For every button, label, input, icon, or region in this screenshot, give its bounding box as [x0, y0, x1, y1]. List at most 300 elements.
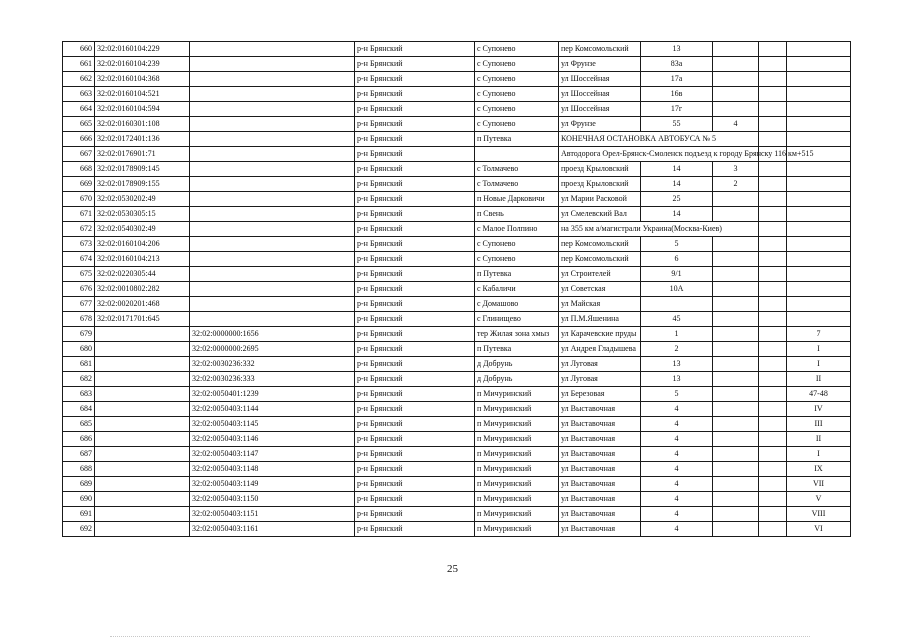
building-cell	[713, 402, 759, 417]
settlement-cell: с Супонево	[475, 87, 559, 102]
street-cell: ул Выставочная	[559, 417, 641, 432]
district-cell: р-н Брянский	[355, 267, 475, 282]
house-cell: 10А	[641, 282, 713, 297]
table-row	[63, 507, 851, 522]
unit-cell: I	[787, 447, 851, 462]
street-cell: ул П.М.Яшенина	[559, 312, 641, 327]
cadastral-number-cell: 32:02:0530305:15	[95, 207, 190, 222]
settlement-cell: п Мичуринский	[475, 507, 559, 522]
cadastral-number-cell: 32:02:0178909:145	[95, 162, 190, 177]
cadastral-number-alt-cell: 32:02:0050403:1147	[190, 447, 355, 462]
street-cell: ул Строителей	[559, 267, 641, 282]
cadastral-number-alt-cell: 32:02:0050403:1149	[190, 477, 355, 492]
district-cell: р-н Брянский	[355, 72, 475, 87]
building-cell	[713, 342, 759, 357]
district-cell: р-н Брянский	[355, 132, 475, 147]
street-cell: ул Выставочная	[559, 507, 641, 522]
street-cell: ул Шоссейная	[559, 87, 641, 102]
cadastral-number-alt-cell	[190, 282, 355, 297]
cadastral-number-cell: 32:02:0160104:368	[95, 72, 190, 87]
extra-cell	[759, 492, 787, 507]
row-number-cell: 663	[63, 87, 95, 102]
cadastral-number-alt-cell: 32:02:0050403:1161	[190, 522, 355, 537]
cadastral-number-cell: 32:02:0010802:282	[95, 282, 190, 297]
settlement-cell: п Путевка	[475, 132, 559, 147]
settlement-cell: п Мичуринский	[475, 462, 559, 477]
cadastral-number-alt-cell: 32:02:0000000:2695	[190, 342, 355, 357]
unit-cell	[787, 282, 851, 297]
row-number-cell: 692	[63, 522, 95, 537]
row-number-cell: 665	[63, 117, 95, 132]
row-number-cell: 691	[63, 507, 95, 522]
extra-cell	[759, 57, 787, 72]
cadastral-number-alt-cell: 32:02:0050401:1239	[190, 387, 355, 402]
cadastral-number-alt-cell: 32:02:0050403:1151	[190, 507, 355, 522]
cadastral-number-alt-cell	[190, 57, 355, 72]
extra-cell	[759, 327, 787, 342]
house-cell: 13	[641, 372, 713, 387]
building-cell	[713, 372, 759, 387]
building-cell	[713, 312, 759, 327]
unit-cell: 7	[787, 327, 851, 342]
row-number-cell: 679	[63, 327, 95, 342]
cadastral-number-cell	[95, 327, 190, 342]
scan-edge	[110, 636, 810, 637]
cadastral-number-cell	[95, 492, 190, 507]
settlement-cell: д Добрунь	[475, 372, 559, 387]
street-cell: ул Выставочная	[559, 522, 641, 537]
cadastral-number-alt-cell	[190, 162, 355, 177]
cadastral-number-alt-cell: 32:02:0050403:1145	[190, 417, 355, 432]
row-number-cell: 673	[63, 237, 95, 252]
settlement-cell: п Путевка	[475, 342, 559, 357]
district-cell: р-н Брянский	[355, 147, 475, 162]
cadastral-number-cell: 32:02:0530202:49	[95, 192, 190, 207]
cadastral-number-alt-cell	[190, 72, 355, 87]
table-row	[63, 447, 851, 462]
settlement-cell: п Путевка	[475, 267, 559, 282]
table-row	[63, 72, 851, 87]
table-row	[63, 252, 851, 267]
building-cell	[713, 267, 759, 282]
cadastral-number-alt-cell	[190, 192, 355, 207]
row-number-cell: 661	[63, 57, 95, 72]
cadastral-number-cell	[95, 432, 190, 447]
building-cell: 4	[713, 117, 759, 132]
cadastral-number-cell: 32:02:0178909:155	[95, 177, 190, 192]
street-cell: ул Фрунзе	[559, 117, 641, 132]
cadastral-number-alt-cell	[190, 177, 355, 192]
district-cell: р-н Брянский	[355, 342, 475, 357]
settlement-cell: с Супонево	[475, 42, 559, 57]
street-cell: ул Шоссейная	[559, 102, 641, 117]
table-row	[63, 282, 851, 297]
district-cell: р-н Брянский	[355, 477, 475, 492]
cadastral-number-cell	[95, 357, 190, 372]
house-cell: 4	[641, 432, 713, 447]
house-cell: 17а	[641, 72, 713, 87]
cadastral-number-cell: 32:02:0160301:108	[95, 117, 190, 132]
cadastral-number-alt-cell	[190, 252, 355, 267]
row-number-cell: 688	[63, 462, 95, 477]
settlement-cell	[475, 147, 559, 162]
row-number-cell: 686	[63, 432, 95, 447]
street-cell: проезд Крыловский	[559, 177, 641, 192]
house-cell: 13	[641, 42, 713, 57]
cadastral-number-alt-cell: 32:02:0000000:1656	[190, 327, 355, 342]
row-number-cell: 680	[63, 342, 95, 357]
table-row	[63, 477, 851, 492]
extra-cell	[759, 522, 787, 537]
house-cell: 14	[641, 162, 713, 177]
cadastral-number-alt-cell: 32:02:0050403:1148	[190, 462, 355, 477]
table-row	[63, 207, 851, 222]
cadastral-number-cell: 32:02:0160104:206	[95, 237, 190, 252]
house-cell: 17г	[641, 102, 713, 117]
table-row	[63, 177, 851, 192]
house-cell: 55	[641, 117, 713, 132]
extra-cell	[759, 132, 787, 147]
building-cell	[713, 507, 759, 522]
cadastral-number-alt-cell	[190, 222, 355, 237]
district-cell: р-н Брянский	[355, 102, 475, 117]
building-cell	[713, 387, 759, 402]
building-cell: 2	[713, 177, 759, 192]
row-number-cell: 677	[63, 297, 95, 312]
row-number-cell: 671	[63, 207, 95, 222]
district-cell: р-н Брянский	[355, 372, 475, 387]
street-cell: пер Комсомольский	[559, 252, 641, 267]
house-cell: 2	[641, 342, 713, 357]
table-row	[63, 462, 851, 477]
building-cell	[713, 42, 759, 57]
row-number-cell: 668	[63, 162, 95, 177]
district-cell: р-н Брянский	[355, 117, 475, 132]
unit-cell	[787, 222, 851, 237]
cadastral-number-cell: 32:02:0160104:594	[95, 102, 190, 117]
extra-cell	[759, 447, 787, 462]
settlement-cell: п Мичуринский	[475, 477, 559, 492]
cadastral-number-cell: 32:02:0160104:213	[95, 252, 190, 267]
building-cell	[713, 72, 759, 87]
extra-cell	[759, 222, 787, 237]
settlement-cell: с Супонево	[475, 57, 559, 72]
house-cell	[641, 297, 713, 312]
cadastral-number-alt-cell	[190, 87, 355, 102]
table-row	[63, 357, 851, 372]
unit-cell	[787, 132, 851, 147]
unit-cell	[787, 177, 851, 192]
unit-cell	[787, 117, 851, 132]
unit-cell: VI	[787, 522, 851, 537]
extra-cell	[759, 462, 787, 477]
cadastral-number-alt-cell: 32:02:0050403:1150	[190, 492, 355, 507]
row-number-cell: 689	[63, 477, 95, 492]
extra-cell	[759, 192, 787, 207]
cadastral-number-cell: 32:02:0020201:468	[95, 297, 190, 312]
street-cell: ул Советская	[559, 282, 641, 297]
settlement-cell: с Малое Полпино	[475, 222, 559, 237]
row-number-cell: 672	[63, 222, 95, 237]
house-cell: 13	[641, 357, 713, 372]
extra-cell	[759, 102, 787, 117]
district-cell: р-н Брянский	[355, 252, 475, 267]
settlement-cell: с Кабаличи	[475, 282, 559, 297]
extra-cell	[759, 357, 787, 372]
street-cell: пер Комсомольский	[559, 42, 641, 57]
table-row	[63, 117, 851, 132]
settlement-cell: с Толмачево	[475, 162, 559, 177]
district-cell: р-н Брянский	[355, 177, 475, 192]
building-cell	[713, 297, 759, 312]
row-number-cell: 666	[63, 132, 95, 147]
cadastral-number-alt-cell	[190, 297, 355, 312]
cadastral-number-cell	[95, 387, 190, 402]
unit-cell: I	[787, 342, 851, 357]
cadastral-number-alt-cell	[190, 102, 355, 117]
extra-cell	[759, 507, 787, 522]
unit-cell	[787, 252, 851, 267]
page-number: 25	[447, 563, 458, 575]
district-cell: р-н Брянский	[355, 312, 475, 327]
row-number-cell: 678	[63, 312, 95, 327]
settlement-cell: п Новые Дарковичи	[475, 192, 559, 207]
table-row	[63, 297, 851, 312]
cadastral-number-cell: 32:02:0160104:521	[95, 87, 190, 102]
building-cell	[713, 87, 759, 102]
building-cell	[713, 492, 759, 507]
extra-cell	[759, 312, 787, 327]
street-cell: пер Комсомольский	[559, 237, 641, 252]
cadastral-number-alt-cell	[190, 237, 355, 252]
table-row	[63, 102, 851, 117]
unit-cell: II	[787, 432, 851, 447]
building-cell	[713, 447, 759, 462]
cadastral-number-alt-cell: 32:02:0050403:1146	[190, 432, 355, 447]
street-cell: ул Шоссейная	[559, 72, 641, 87]
house-cell: 4	[641, 402, 713, 417]
cadastral-number-cell	[95, 507, 190, 522]
extra-cell	[759, 282, 787, 297]
district-cell: р-н Брянский	[355, 387, 475, 402]
district-cell: р-н Брянский	[355, 57, 475, 72]
extra-cell	[759, 207, 787, 222]
district-cell: р-н Брянский	[355, 87, 475, 102]
settlement-cell: с Глинищево	[475, 312, 559, 327]
settlement-cell: п Мичуринский	[475, 417, 559, 432]
cadastral-number-alt-cell	[190, 267, 355, 282]
table-row	[63, 222, 851, 237]
table-row	[63, 492, 851, 507]
settlement-cell: п Мичуринский	[475, 402, 559, 417]
building-cell	[713, 237, 759, 252]
row-number-cell: 670	[63, 192, 95, 207]
district-cell: р-н Брянский	[355, 192, 475, 207]
table-row	[63, 342, 851, 357]
cadastral-number-cell: 32:02:0540302:49	[95, 222, 190, 237]
cadastral-number-cell	[95, 477, 190, 492]
cadastral-number-alt-cell	[190, 132, 355, 147]
table-row	[63, 267, 851, 282]
cadastral-number-cell: 32:02:0172401:136	[95, 132, 190, 147]
table-row	[63, 192, 851, 207]
table-body	[63, 42, 851, 537]
extra-cell	[759, 237, 787, 252]
building-cell	[713, 522, 759, 537]
cadastral-number-cell: 32:02:0160104:239	[95, 57, 190, 72]
extra-cell	[759, 402, 787, 417]
district-cell: р-н Брянский	[355, 417, 475, 432]
cadastral-number-alt-cell: 32:02:0030236:333	[190, 372, 355, 387]
table-row	[63, 87, 851, 102]
cadastral-number-alt-cell	[190, 147, 355, 162]
house-cell: 14	[641, 177, 713, 192]
building-cell	[713, 207, 759, 222]
district-cell: р-н Брянский	[355, 297, 475, 312]
house-cell: 16в	[641, 87, 713, 102]
row-number-cell: 687	[63, 447, 95, 462]
extra-cell	[759, 42, 787, 57]
row-number-cell: 662	[63, 72, 95, 87]
cadastral-number-cell	[95, 342, 190, 357]
cadastral-number-cell	[95, 402, 190, 417]
table-row	[63, 57, 851, 72]
extra-cell	[759, 372, 787, 387]
row-number-cell: 682	[63, 372, 95, 387]
building-cell	[713, 462, 759, 477]
house-cell: 4	[641, 522, 713, 537]
house-cell: 4	[641, 492, 713, 507]
unit-cell: 47-48	[787, 387, 851, 402]
table-row	[63, 387, 851, 402]
unit-cell: IX	[787, 462, 851, 477]
building-cell	[713, 282, 759, 297]
extra-cell	[759, 432, 787, 447]
cadastral-number-alt-cell	[190, 42, 355, 57]
district-cell: р-н Брянский	[355, 207, 475, 222]
street-cell: ул Выставочная	[559, 477, 641, 492]
row-number-cell: 683	[63, 387, 95, 402]
building-cell	[713, 357, 759, 372]
building-cell	[713, 327, 759, 342]
settlement-cell: с Домашово	[475, 297, 559, 312]
building-cell	[713, 102, 759, 117]
settlement-cell: с Супонево	[475, 117, 559, 132]
row-number-cell: 675	[63, 267, 95, 282]
building-cell: 3	[713, 162, 759, 177]
address-note-cell: на 355 км а/магистрали Украина(Москва-Киев)	[559, 222, 759, 237]
building-cell	[713, 192, 759, 207]
building-cell	[713, 57, 759, 72]
district-cell: р-н Брянский	[355, 402, 475, 417]
unit-cell: VIII	[787, 507, 851, 522]
settlement-cell: тер Жилая зона хмыз	[475, 327, 559, 342]
cadastral-number-cell: 32:02:0160104:229	[95, 42, 190, 57]
cadastral-number-cell	[95, 372, 190, 387]
extra-cell	[759, 297, 787, 312]
house-cell: 4	[641, 417, 713, 432]
building-cell	[713, 477, 759, 492]
unit-cell	[787, 267, 851, 282]
table-row	[63, 237, 851, 252]
district-cell: р-н Брянский	[355, 432, 475, 447]
cadastral-number-cell	[95, 417, 190, 432]
settlement-cell: п Мичуринский	[475, 432, 559, 447]
unit-cell	[787, 162, 851, 177]
settlement-cell: с Супонево	[475, 237, 559, 252]
house-cell: 6	[641, 252, 713, 267]
unit-cell: II	[787, 372, 851, 387]
cadastral-number-cell: 32:02:0176901:71	[95, 147, 190, 162]
address-note-cell: КОНЕЧНАЯ ОСТАНОВКА АВТОБУСА № 5	[559, 132, 759, 147]
house-cell: 25	[641, 192, 713, 207]
street-cell: ул Майская	[559, 297, 641, 312]
table-row	[63, 417, 851, 432]
house-cell: 4	[641, 462, 713, 477]
cadastral-number-cell: 32:02:0220305:44	[95, 267, 190, 282]
row-number-cell: 660	[63, 42, 95, 57]
cadastral-number-alt-cell	[190, 207, 355, 222]
settlement-cell: п Мичуринский	[475, 387, 559, 402]
settlement-cell: с Супонево	[475, 102, 559, 117]
district-cell: р-н Брянский	[355, 492, 475, 507]
unit-cell	[787, 42, 851, 57]
settlement-cell: д Добрунь	[475, 357, 559, 372]
district-cell: р-н Брянский	[355, 462, 475, 477]
street-cell: ул Луговая	[559, 357, 641, 372]
settlement-cell: п Мичуринский	[475, 492, 559, 507]
street-cell: ул Выставочная	[559, 432, 641, 447]
cadastral-number-cell	[95, 462, 190, 477]
cadastral-number-alt-cell: 32:02:0030236:332	[190, 357, 355, 372]
extra-cell	[759, 87, 787, 102]
district-cell: р-н Брянский	[355, 162, 475, 177]
unit-cell: VII	[787, 477, 851, 492]
street-cell: ул Выставочная	[559, 462, 641, 477]
cadastral-number-cell	[95, 447, 190, 462]
house-cell: 83а	[641, 57, 713, 72]
unit-cell	[787, 237, 851, 252]
street-cell: ул Выставочная	[559, 447, 641, 462]
unit-cell	[787, 57, 851, 72]
settlement-cell: с Супонево	[475, 72, 559, 87]
settlement-cell: с Толмачево	[475, 177, 559, 192]
unit-cell	[787, 102, 851, 117]
row-number-cell: 664	[63, 102, 95, 117]
building-cell	[713, 432, 759, 447]
unit-cell	[787, 207, 851, 222]
street-cell: ул Фрунзе	[559, 57, 641, 72]
cadastral-number-cell	[95, 522, 190, 537]
street-cell: ул Карачевские пруды	[559, 327, 641, 342]
settlement-cell: п Мичуринский	[475, 522, 559, 537]
settlement-cell: п Мичуринский	[475, 447, 559, 462]
row-number-cell: 684	[63, 402, 95, 417]
table-row	[63, 327, 851, 342]
registry-table	[62, 41, 851, 537]
building-cell	[713, 252, 759, 267]
address-note-cell: Автодорога Орел-Брянск-Смоленск подъезд к городу Брянску 116 км+515	[559, 147, 759, 162]
settlement-cell: с Супонево	[475, 252, 559, 267]
table-row	[63, 147, 851, 162]
house-cell: 4	[641, 477, 713, 492]
district-cell: р-н Брянский	[355, 447, 475, 462]
table-row	[63, 42, 851, 57]
table-row	[63, 312, 851, 327]
row-number-cell: 681	[63, 357, 95, 372]
district-cell: р-н Брянский	[355, 357, 475, 372]
cadastral-number-alt-cell	[190, 117, 355, 132]
